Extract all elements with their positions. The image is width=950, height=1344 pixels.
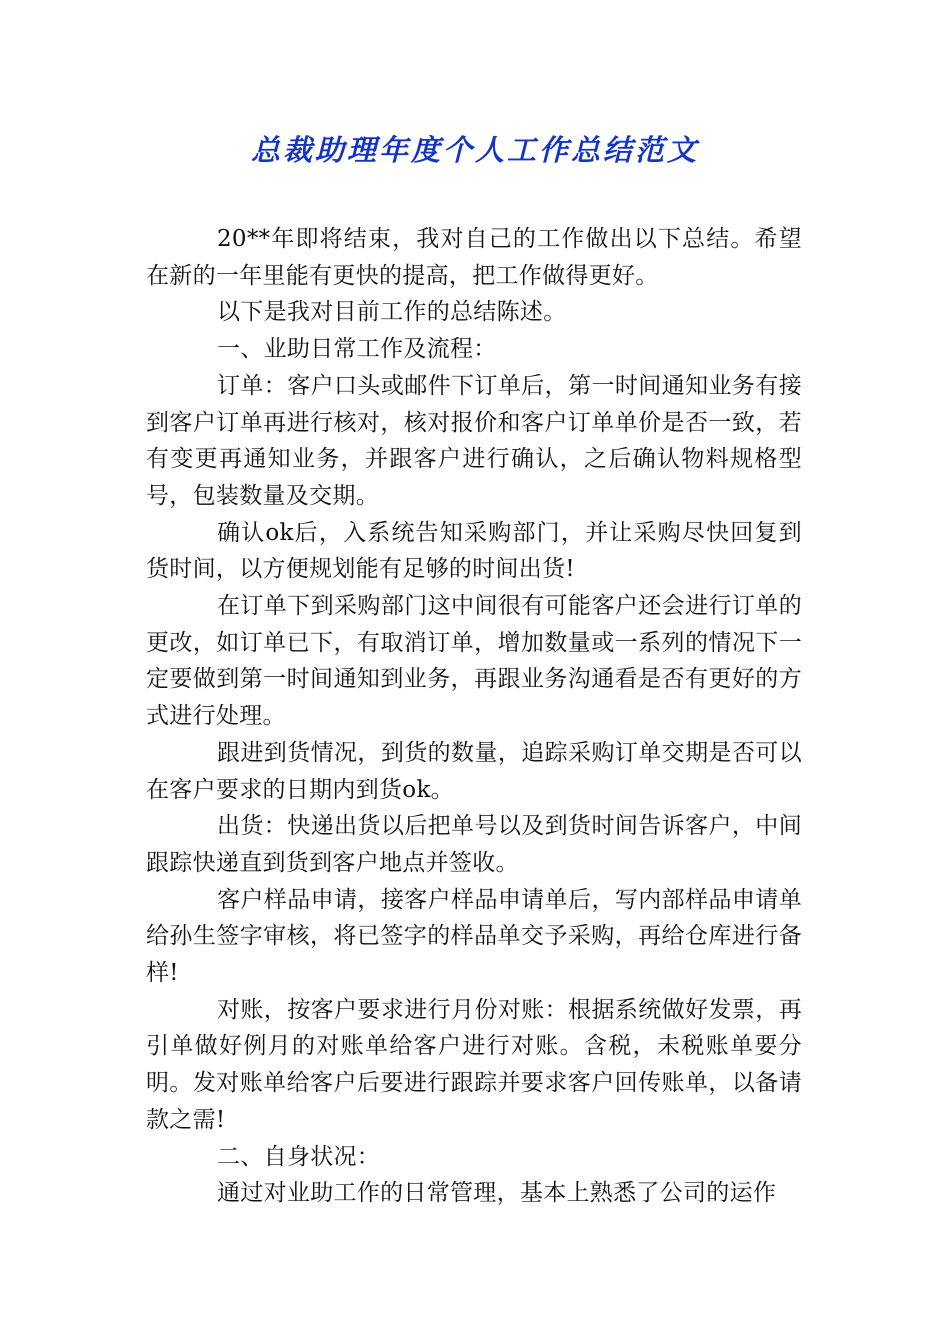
paragraph-confirm: 确认ok后，入系统告知采购部门，并让采购尽快回复到货时间，以方便规划能有足够的时间出货! — [146, 519, 802, 583]
paragraph-order-changes: 在订单下到采购部门这中间很有可能客户还会进行订单的更改，如订单已下，有取消订单，增加数量或一系列的情况下一定要做到第一时间通知到业务，再跟业务沟通看是否有更好的方式进行处理。 — [146, 593, 802, 730]
paragraph-reconciliation: 对账，按客户要求进行月份对账：根据系统做好发票，再引单做好例月的对账单给客户进行对账。含税，未税账单要分明。发对账单给客户后要进行跟踪并要求客户回传账单，以备请款之需! — [146, 996, 802, 1133]
document-body — [146, 221, 802, 1212]
paragraph-samples: 客户样品申请，接客户样品申请单后，写内部样品申请单给孙生签字审核，将已签字的样品单交予采购，再给仓库进行备样! — [146, 886, 802, 987]
paragraph-summary-lead: 以下是我对目前工作的总结陈述。 — [217, 299, 567, 326]
paragraph-follow-up: 跟进到货情况，到货的数量，追踪采购订单交期是否可以在客户要求的日期内到货ok。 — [146, 739, 802, 803]
paragraph-self-status: 通过对业助工作的日常管理，基本上熟悉了公司的运作 — [217, 1180, 777, 1207]
paragraph-intro: 20**年即将结束，我对自己的工作做出以下总结。希望在新的一年里能有更快的提高，把工作做得更好。 — [146, 226, 802, 289]
document-title: 总裁助理年度个人工作总结范文 — [250, 133, 699, 167]
paragraph-orders: 订单：客户口头或邮件下订单后，第一时间通知业务有接到客户订单再进行核对，核对报价和客户订单单价是否一致，若有变更再通知业务，并跟客户进行确认，之后确认物料规格型号，包装数量及交期。 — [146, 372, 802, 509]
section-heading-daily-work: 一、业助日常工作及流程： — [217, 336, 497, 363]
section-heading-self-status: 二、自身状况： — [217, 1143, 381, 1170]
paragraph-shipping: 出货：快递出货以后把单号以及到货时间告诉客户，中间跟踪快递直到货到客户地点并签收。 — [146, 813, 802, 876]
